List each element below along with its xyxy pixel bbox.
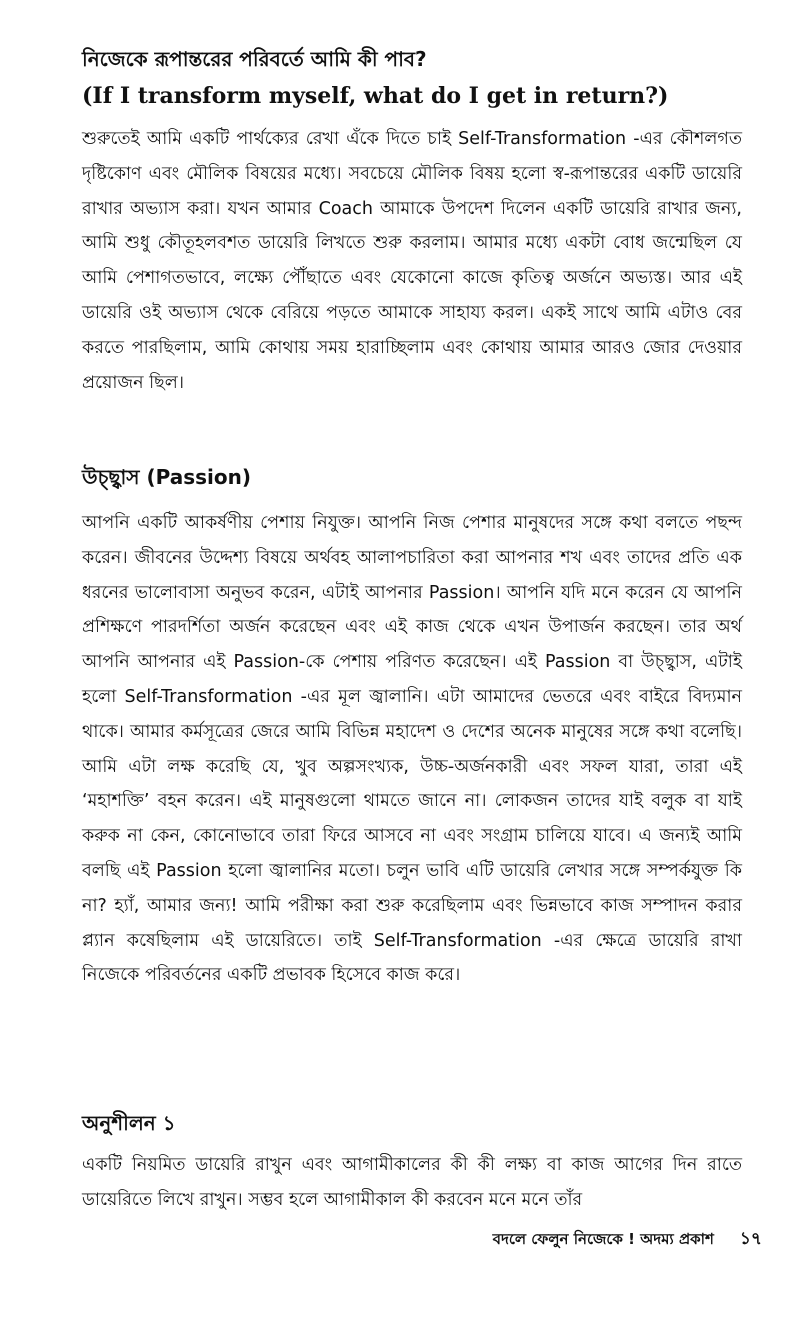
page-number: ১৭ [739,1229,762,1249]
body-paragraph: একটি নিয়মিত ডায়েরি রাখুন এবং আগামীকালের কী কী লক্ষ্য বা কাজ আগের দিন রাতে ডায়েরিতে লিখে রাখুন। সম্ভব হলে আগামীকাল কী করবেন মনে মনে তাঁর [82,1155,742,1210]
section-passion [82,462,742,993]
section-title: উচ্ছ্বাস (Passion) [82,465,252,489]
section-title-bengali: নিজেকে রূপান্তরের পরিবর্তে আমি কী পাব? [82,47,427,71]
page-footer [493,1226,762,1254]
body-paragraph: শুরুতেই আমি একটি পার্থক্যের রেখা এঁকে দিতে চাই Self-Transformation -এর কৌশলগত দৃষ্টিকোণ এবং মৌলিক বিষয়ের মধ্যে। সবচেয়ে মৌলিক বিষয় হলো স্ব-রূপান্তরের একটি ডায়েরি রাখার অভ্যাস করা। যখন আমার Coach আমাকে উপদেশ দিলেন একটি ডায়েরি রাখার জন্য, আমি শুধু কৌতূহলবশত ডায়েরি লিখতে শুরু করলাম। আমার মধ্যে একটা বোধ জন্মেছিল যে আমি পেশাগতভাবে, লক্ষ্যে পৌঁছাতে এবং যেকোনো কাজে কৃতিত্ব অর্জনে অভ্যস্ত। আর এই ডায়েরি ওই অভ্যাস থেকে বেরিয়ে পড়তে আমাকে সাহায্য করল। একই সাথে আমি এটাও বের করতে পারছিলাম, আমি কোথায় সময় হারাচ্ছিলাম এবং কোথায় আমার আরও জোর দেওয়ার প্রয়োজন ছিল। [82,129,742,393]
section-transform-return [82,44,742,400]
section-title-english: (If I transform myself, what do I get in return?) [82,83,669,109]
section-title: অনুশীলন ১ [82,1111,176,1135]
running-title: বদলে ফেলুন নিজেকে ! অদম্য প্রকাশ [492,1230,714,1248]
body-paragraph: আপনি একটি আকর্ষণীয় পেশায় নিযুক্ত। আপনি নিজ পেশার মানুষদের সঙ্গে কথা বলতে পছন্দ করেন। জীবনের উদ্দেশ্য বিষয়ে অর্থবহ আলাপচারিতা করা আপনার শখ এবং তাদের প্রতি এক ধরনের ভালোবাসা অনুভব করেন, এটাই আপনার Passion। আপনি যদি মনে করেন যে আপনি প্রশিক্ষণে পারদর্শিতা অর্জন করেছেন এবং এই কাজ থেকে এখন উপার্জন করছেন। তার অর্থ আপনি আপনার এই Passion-কে পেশায় পরিণত করেছেন। এই Passion বা উচ্ছ্বাস, এটাই হলো Self-Transformation -এর মূল জ্বালানি। এটা আমাদের ভেতরে এবং বাইরে বিদ্যমান থাকে। আমার কর্মসূত্রের জেরে আমি বিভিন্ন মহাদেশ ও দেশের অনেক মানুষের সঙ্গে কথা বলেছি। আমি এটা লক্ষ করেছি যে, খুব অল্পসংখ্যক, উচ্চ-অর্জনকারী এবং সফল যারা, তারা এই ‘মহাশক্তি’ বহন করেন। এই মানুষগুলো থামতে জানে না। লোকজন তাদের যাই বলুক বা যাই করুক না কেন, কোনোভাবে তারা ফিরে আসবে না এবং সংগ্রাম চালিয়ে যাবে। এ জন্যই আমি বলছি এই Passion হলো জ্বালানির মতো। চলুন ভাবি এটি ডায়েরি লেখার সঙ্গে সম্পর্কযুক্ত কি না? হ্যাঁ, আমার জন্য! আমি পরীক্ষা করা শুরু করেছিলাম এবং ভিন্নভাবে কাজ সম্পাদন করার প্ল্যান কষেছিলাম এই ডায়েরিতে। তাই Self-Transformation -এর ক্ষেত্রে ডায়েরি রাখা নিজেকে পরিবর্তনের একটি প্রভাবক হিসেবে কাজ করে। [82,513,742,986]
section-exercise [82,1108,742,1218]
